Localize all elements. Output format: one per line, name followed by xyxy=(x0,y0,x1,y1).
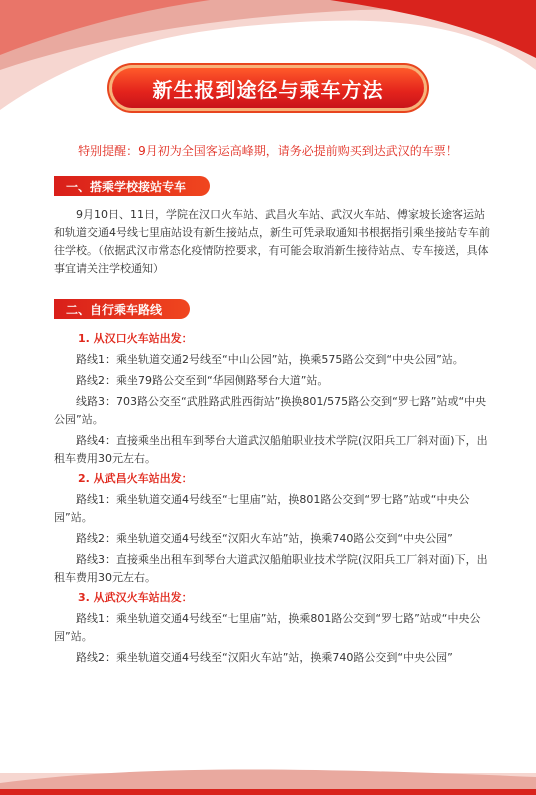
route-item: 路线2：乘坐79路公交至到“华园侧路琴台大道”站。 xyxy=(76,374,329,387)
shuttle-paragraph: 9月10日、11日，学院在汉口火车站、武昌火车站、武汉火车站、傅家坡长途客运站和轨道交通4号线七里庙站设有新生接站点，新生可凭录取通知书根据指引乘坐接站专车前往学校。（依据武汉市常态化疫情防控要求，有可能会取消新生接待站点、专车接送，具体事宜请关注学校通知） xyxy=(54,208,490,275)
route-item: 路线4：直接乘坐出租车到琴台大道武汉船舶职业技术学院(汉阳兵工厂斜对面)下，出租车费用30元左右。 xyxy=(54,434,488,465)
section-heading-school-shuttle: 一、搭乘学校接站专车 xyxy=(54,176,210,196)
route-item: 路线2：乘坐轨道交通4号线至“汉阳火车站”站，换乘740路公交到“中央公园” xyxy=(76,532,453,545)
route-item: 路线2：乘坐轨道交通4号线至“汉阳火车站”站，换乘740路公交到“中央公园” xyxy=(76,651,453,664)
page-title: 新生报到途径与乘车方法 xyxy=(112,68,424,108)
route-group-title: 2. 从武昌火车站出发： xyxy=(78,472,193,485)
route-item: 路线1：乘坐轨道交通4号线至“七里庙”站，换801路公交到“罗七路”站或“中央公园”站。 xyxy=(54,493,470,524)
special-notice: 特别提醒：9月初为全国客运高峰期，请务必提前购买到达武汉的车票！ xyxy=(78,144,458,158)
route-item: 线路3：703路公交至“武胜路武胜西街站”换换801/575路公交到“罗七路”站或“中央公园”站。 xyxy=(54,395,487,426)
route-group-title: 1. 从汉口火车站出发： xyxy=(78,332,193,345)
section-heading-self-travel: 二、自行乘车路线 xyxy=(54,299,190,319)
route-item: 路线1：乘坐轨道交通2号线至“中山公园”站，换乘575路公交到“中央公园”站。 xyxy=(76,353,464,366)
section-self-travel-content xyxy=(54,328,494,667)
route-item: 路线3：直接乘坐出租车到琴台大道武汉船舶职业技术学院(汉阳兵工厂斜对面)下，出租车费用30元左右。 xyxy=(54,553,488,584)
section-shuttle-content xyxy=(54,206,494,278)
bottom-stripe-decoration xyxy=(0,755,536,795)
route-group-title: 3. 从武汉火车站出发： xyxy=(78,591,193,604)
route-item: 路线1：乘坐轨道交通4号线至“七里庙”站，换乘801路公交到“罗七路”站或“中央公园”站。 xyxy=(54,612,481,643)
